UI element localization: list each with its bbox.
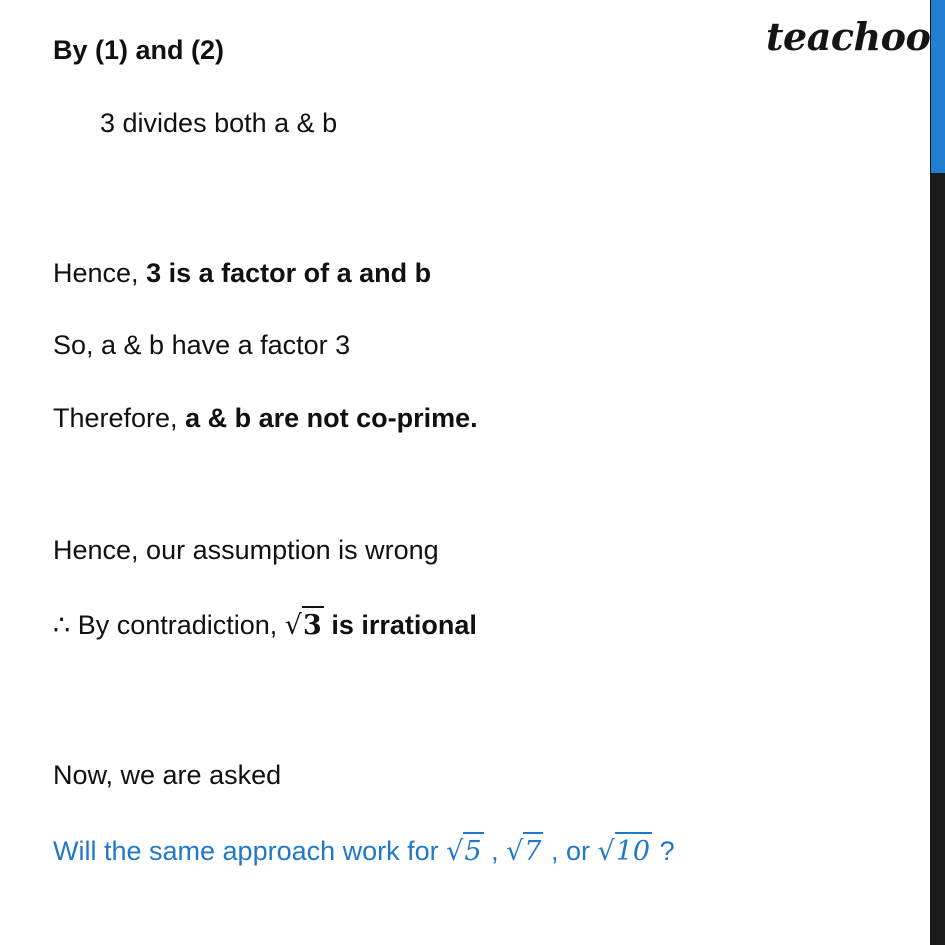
radical-sign: √ — [506, 836, 524, 867]
assumption-line: Hence, our assumption is wrong — [53, 535, 439, 565]
therefore-line — [53, 405, 478, 432]
therefore-bold-text: a & b are not co-prime. — [185, 403, 478, 433]
sqrt-10-argument: 10 — [615, 832, 652, 867]
divides-line: 3 divides both a & b — [100, 108, 338, 138]
sqrt-3-expression — [285, 612, 324, 639]
now-line: Now, we are asked — [53, 760, 282, 790]
therefore-symbol: ∴ — [53, 610, 71, 641]
question-prefix: Will the same approach work for — [53, 836, 447, 866]
radical-sign: √ — [597, 836, 615, 867]
hence-bold-text: 3 is a factor of a and b — [146, 258, 432, 288]
irrational-text: is irrational — [323, 610, 477, 640]
so-line: So, a & b have a factor 3 — [53, 330, 351, 360]
sqrt-7-expression — [506, 838, 543, 865]
separator-1: , — [483, 836, 507, 866]
sqrt-3-argument: 3 — [302, 606, 324, 641]
teachoo-logo: teachoo — [766, 14, 931, 59]
radical-sign: √ — [446, 836, 464, 867]
scrollbar-track[interactable] — [930, 0, 945, 945]
hence-factor-line — [53, 260, 431, 287]
contradiction-line — [53, 612, 477, 639]
by-1-and-2-line: By (1) and (2) — [53, 35, 225, 65]
contradiction-prefix: By contradiction, — [70, 610, 285, 640]
therefore-prefix: Therefore, — [53, 403, 186, 433]
question-line — [53, 838, 675, 865]
separator-2: , or — [543, 836, 598, 866]
sqrt-5-expression — [446, 838, 483, 865]
hence-prefix: Hence, — [53, 258, 147, 288]
scrollbar-thumb[interactable] — [931, 0, 945, 173]
radical-sign: √ — [284, 610, 303, 641]
sqrt-10-expression — [598, 838, 653, 865]
sqrt-5-argument: 5 — [463, 832, 483, 867]
sqrt-7-argument: 7 — [523, 832, 543, 867]
question-end: ? — [652, 836, 675, 866]
